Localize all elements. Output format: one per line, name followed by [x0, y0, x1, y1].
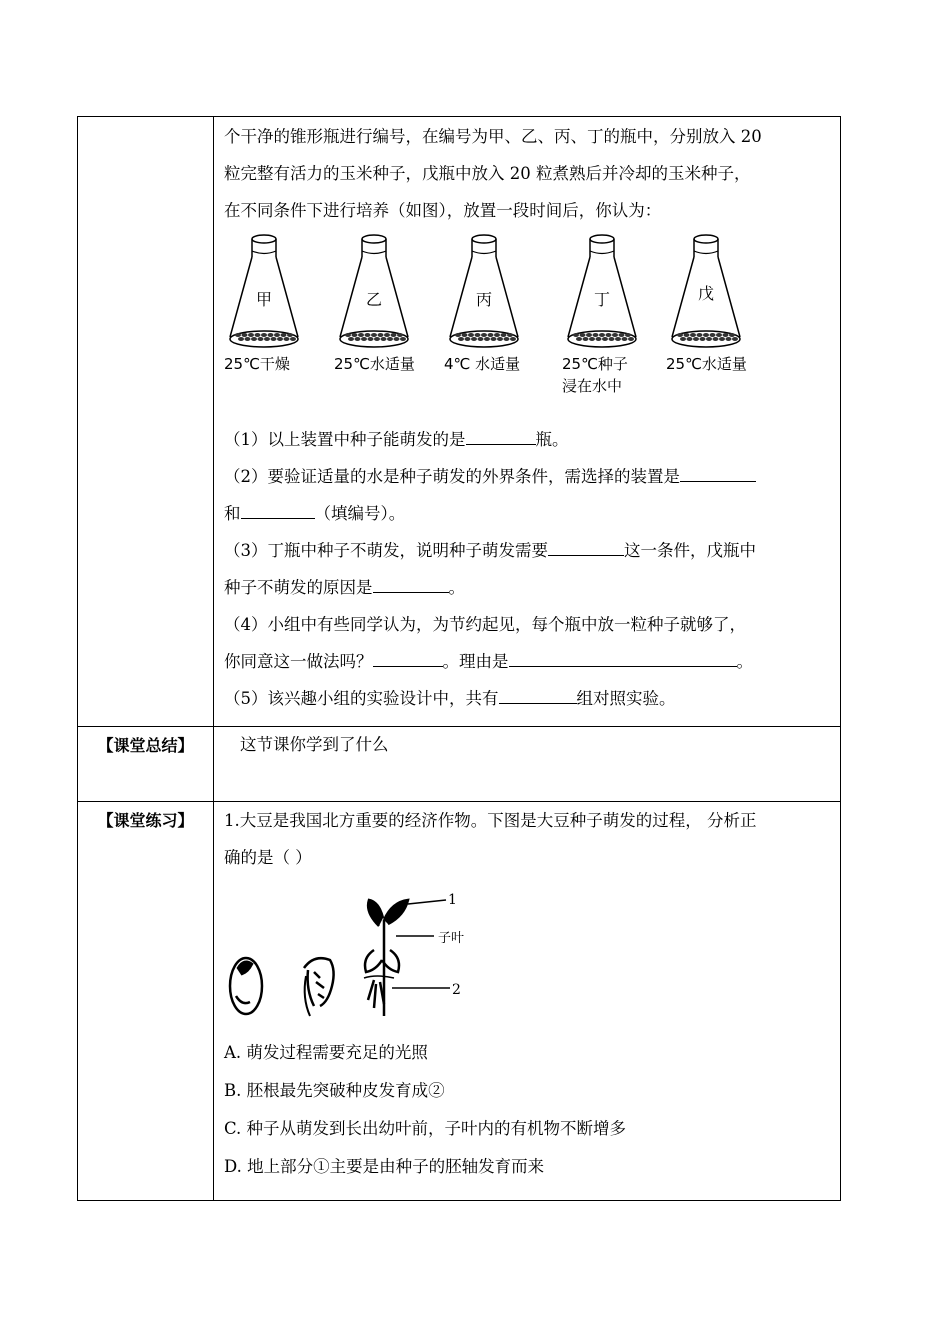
q3-text-d: 。	[448, 578, 465, 597]
seed-stage-1	[230, 958, 262, 1014]
seed-layer	[677, 333, 738, 341]
label-2: 2	[452, 982, 461, 998]
q3-blank-1	[548, 539, 624, 556]
summary-content-cell	[214, 727, 841, 802]
question-2-cont	[224, 495, 832, 532]
option-a[interactable]: A. 萌发过程需要充足的光照	[224, 1043, 428, 1062]
q3-blank-2	[373, 576, 449, 593]
q5-text-b: 组对照实验。	[576, 689, 676, 708]
flask-name: 戊	[697, 284, 715, 303]
summary-label-cell	[78, 727, 214, 802]
question-5	[224, 680, 832, 717]
practice-question-line-1: 1.大豆是我国北方重要的经济作物。下图是大豆种子萌发的过程， 分析正	[224, 811, 757, 830]
answer-options	[224, 1034, 832, 1186]
flask-condition: 25℃水适量	[666, 355, 747, 373]
q2-blank-2	[241, 502, 315, 519]
practice-content-cell	[214, 802, 841, 1201]
q2-text-c: （填编号）。	[314, 504, 406, 523]
label-1: 1	[448, 892, 457, 908]
flask-diagram	[224, 229, 784, 419]
question-2	[224, 458, 832, 495]
experiment-label-cell	[78, 117, 214, 727]
question-4	[224, 606, 832, 643]
q4-blank-1	[373, 650, 443, 667]
question-4-cont	[224, 643, 832, 680]
flask-2	[334, 235, 415, 373]
q2-text-b: 和	[224, 504, 241, 523]
intro-line-2: 粒完整有活力的玉米种子，戊瓶中放入 20 粒煮熟后并冷却的玉米种子，	[224, 164, 751, 183]
q3-text-b: 这一条件，戊瓶中	[624, 541, 756, 560]
q1-text-a: （1）以上装置中种子能萌发的是	[224, 430, 466, 449]
flask-name: 乙	[365, 290, 383, 309]
flask-5	[666, 235, 747, 373]
flask-name: 甲	[255, 290, 273, 309]
seed-layer	[455, 333, 516, 341]
q1-text-b: 瓶。	[535, 430, 569, 449]
practice-label: 【课堂练习】	[97, 811, 194, 830]
experiment-content-cell	[214, 117, 841, 727]
q4-text-d: 。	[736, 652, 753, 671]
q2-text-a: （2）要验证适量的水是种子萌发的外界条件，需选择的装置是	[224, 467, 680, 486]
question-1	[224, 421, 832, 458]
soybean-figure	[224, 876, 832, 1034]
flask-3	[444, 235, 520, 373]
label-cotyledon: 子叶	[438, 931, 465, 946]
seed-layer	[345, 333, 406, 341]
flask-1	[224, 235, 298, 373]
experiment-row	[78, 117, 841, 727]
seed-layer	[573, 333, 634, 341]
flask-condition: 25℃干燥	[224, 355, 290, 373]
q4-text-c: 。理由是	[442, 652, 509, 671]
flask-name: 丙	[475, 290, 493, 309]
question-3-cont	[224, 569, 832, 606]
q5-text-a: （5）该兴趣小组的实验设计中，共有	[224, 689, 499, 708]
q1-blank	[466, 428, 536, 445]
practice-row	[78, 802, 841, 1201]
flask-name: 丁	[593, 290, 611, 309]
q4-text-b: 你同意这一做法吗？	[224, 652, 373, 671]
intro-line-1: 个干净的锥形瓶进行编号，在编号为甲、乙、丙、丁的瓶中，分别放入 20	[224, 127, 762, 146]
lesson-table	[77, 116, 841, 1201]
summary-label: 【课堂总结】	[97, 736, 194, 755]
q4-blank-2	[509, 650, 737, 667]
seed-layer	[235, 333, 296, 341]
option-c[interactable]: C. 种子从萌发到长出幼叶前，子叶内的有机物不断增多	[224, 1119, 627, 1138]
q3-text-a: （3）丁瓶中种子不萌发，说明种子萌发需要	[224, 541, 548, 560]
summary-text: 这节课你学到了什么	[240, 735, 389, 754]
intro-line-3: 在不同条件下进行培养（如图），放置一段时间后，你认为：	[224, 201, 662, 220]
flask-condition: 25℃水适量	[334, 355, 415, 373]
flask-4	[562, 235, 636, 395]
soybean-germination-diagram	[224, 876, 524, 1034]
practice-question-line-2: 确的是（ ）	[224, 848, 312, 867]
seed-stage-2	[304, 958, 334, 1016]
q4-text-a: （4）小组中有些同学认为，为节约起见，每个瓶中放一粒种子就够了，	[224, 615, 746, 634]
q5-blank	[499, 687, 577, 704]
practice-label-cell	[78, 802, 214, 1201]
flask-condition: 25℃种子	[562, 355, 628, 373]
q3-text-c: 种子不萌发的原因是	[224, 578, 373, 597]
question-3	[224, 532, 832, 569]
option-b[interactable]: B. 胚根最先突破种皮发育成②	[224, 1081, 445, 1100]
q2-blank-1	[680, 465, 756, 482]
summary-row	[78, 727, 841, 802]
seed-stage-3	[364, 900, 450, 1016]
flask-condition: 4℃ 水适量	[444, 355, 521, 373]
flask-condition: 浸在水中	[562, 377, 623, 395]
worksheet-table	[77, 116, 840, 1201]
flask-figure	[224, 229, 832, 419]
option-d[interactable]: D. 地上部分①主要是由种子的胚轴发育而来	[224, 1157, 545, 1176]
